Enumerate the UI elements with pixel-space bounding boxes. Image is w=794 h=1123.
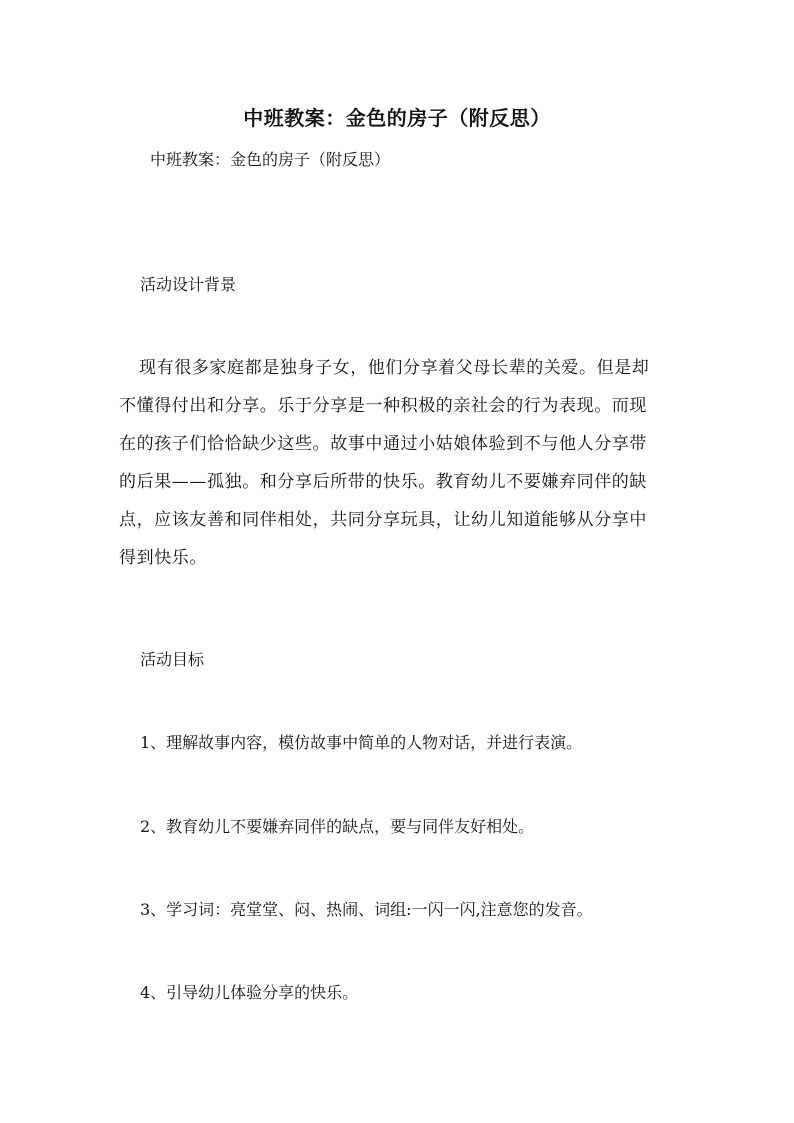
section-heading-goals: 活动目标 — [140, 650, 205, 669]
paragraph-line: 得到快乐。 — [119, 548, 207, 568]
document-title: 中班教案：金色的房子（附反思） — [243, 106, 551, 130]
paragraph-line: 不懂得付出和分享。乐于分享是一种积极的亲社会的行为表现。而现 — [119, 396, 647, 416]
goal-item: 3、学习词：亮堂堂、闷、热闹、词组:一闪一闪,注意您的发音。 — [140, 900, 593, 919]
goal-item: 1、理解故事内容，模仿故事中简单的人物对话，并进行表演。 — [140, 733, 583, 752]
paragraph-line: 现有很多家庭都是独身子女，他们分享着父母长辈的关爱。但是却 — [139, 358, 650, 378]
document-subtitle: 中班教案：金色的房子（附反思） — [150, 150, 391, 169]
section-heading-background: 活动设计背景 — [140, 275, 237, 294]
background-paragraph — [119, 352, 679, 580]
goal-item: 2、教育幼儿不要嫌弃同伴的缺点，要与同伴友好相处。 — [140, 817, 535, 836]
goal-item: 4、引导幼儿体验分享的快乐。 — [140, 983, 359, 1002]
paragraph-line: 点，应该友善和同伴相处，共同分享玩具，让幼儿知道能够从分享中 — [119, 510, 647, 530]
paragraph-line: 在的孩子们恰恰缺少这些。故事中通过小姑娘体验到不与他人分享带 — [119, 434, 647, 454]
paragraph-line: 的后果——孤独。和分享后所带的快乐。教育幼儿不要嫌弃同伴的缺 — [119, 472, 647, 492]
